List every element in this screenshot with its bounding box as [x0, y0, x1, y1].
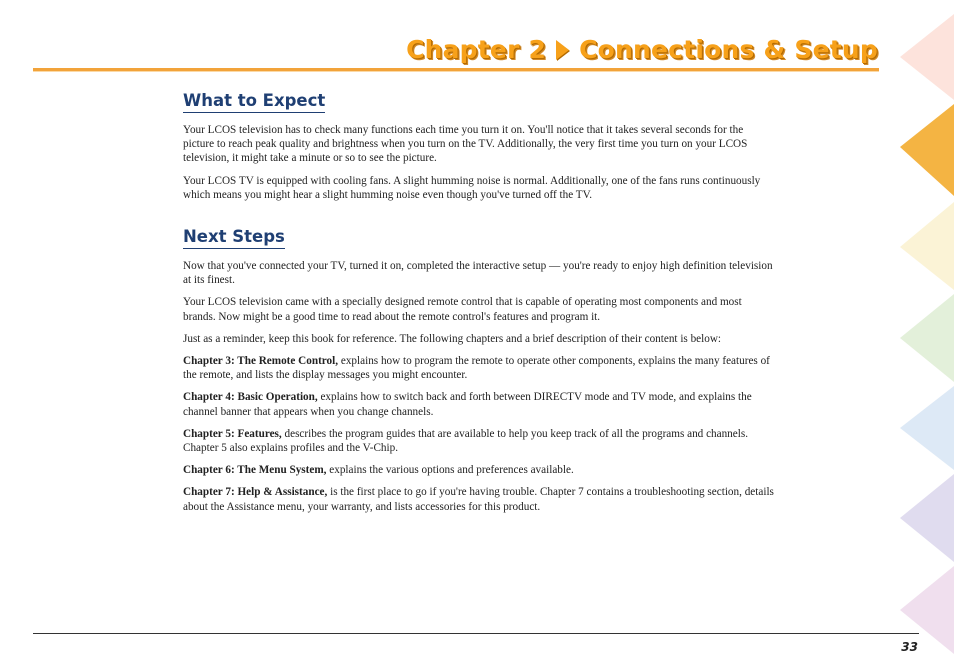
page-number: 33 [901, 640, 918, 654]
chapter-name: Connections & Setup [579, 35, 878, 64]
chapter-title [406, 33, 878, 67]
side-tabs-graphic [898, 0, 954, 668]
paragraph: Just as a reminder, keep this book for reference. The following chapters and a brief description of their content is below: [183, 332, 722, 345]
side-tab-6 [900, 474, 954, 562]
chapter-label: Chapter 6: The Menu System, [183, 464, 327, 477]
chapter-side-tabs [898, 0, 954, 668]
section-heading: Next Steps [183, 226, 285, 249]
chapter-description [183, 463, 775, 477]
chapter-text: explains how to program the remote to operate other components, explains the many features of the remote, and lists the display messages you might encounter. [183, 355, 770, 382]
chapter-text: is the first place to go if you're having trouble. Chapter 7 contains a troubleshooting section, details about the Assistance menu, your warranty, and lists accessories for this product. [183, 486, 774, 513]
section-what-to-expect [183, 90, 775, 202]
header-rule [33, 68, 879, 71]
page-content [183, 90, 775, 538]
chapter-description [183, 354, 775, 382]
section-heading: What to Expect [183, 90, 325, 113]
chapter-text: describes the program guides that are available to help you keep track of all the programs and channels. Chapter 5 also explains profiles and the V-Chip. [183, 427, 749, 455]
side-tab-5 [900, 386, 954, 470]
footer-rule [33, 633, 919, 634]
paragraph: Your LCOS TV is equipped with cooling fans. A slight humming noise is normal. Additionally, one of the fans runs continuously which means you might hear a slight humming noise even though you've turned off the TV. [183, 174, 761, 201]
section-next-steps [183, 226, 775, 514]
chapter-label: Chapter 7: Help & Assistance, [183, 486, 328, 499]
chapter-description [183, 427, 775, 455]
chapter-text: explains the various options and preferences available. [326, 464, 574, 477]
chapter-header [368, 33, 880, 69]
chapter-label: Chapter 4: Basic Operation, [183, 391, 318, 404]
side-tab-3 [900, 202, 954, 290]
chapter-description [183, 390, 775, 418]
paragraph: Your LCOS television has to check many functions each time you turn it on. You'll notice that it takes several seconds for the picture to reach peak quality and brightness when you turn on the TV. Additionally, the very first time you turn on your LCOS television, it might take a minute or so to see the picture. [183, 124, 748, 165]
paragraph: Now that you've connected your TV, turned it on, completed the interactive setup — you're ready to enjoy high definition television at its finest. [183, 260, 773, 287]
triangle-right-icon [556, 40, 569, 60]
side-tab-4 [900, 294, 954, 382]
paragraph: Your LCOS television came with a specially designed remote control that is capable of operating most components and most brands. Now might be a good time to read about the remote control's features and program it. [183, 296, 742, 323]
side-tab-1 [900, 14, 954, 100]
chapter-number: Chapter 2 [406, 35, 547, 64]
side-tab-7 [900, 566, 954, 654]
chapter-label: Chapter 5: Features, [183, 427, 282, 440]
side-tab-2 [900, 104, 954, 196]
chapter-label: Chapter 3: The Remote Control, [183, 355, 339, 368]
chapter-description [183, 485, 775, 513]
chapter-text: explains how to switch back and forth between DIRECTV mode and TV mode, and explains the channel banner that appears when you change channels. [183, 391, 752, 418]
